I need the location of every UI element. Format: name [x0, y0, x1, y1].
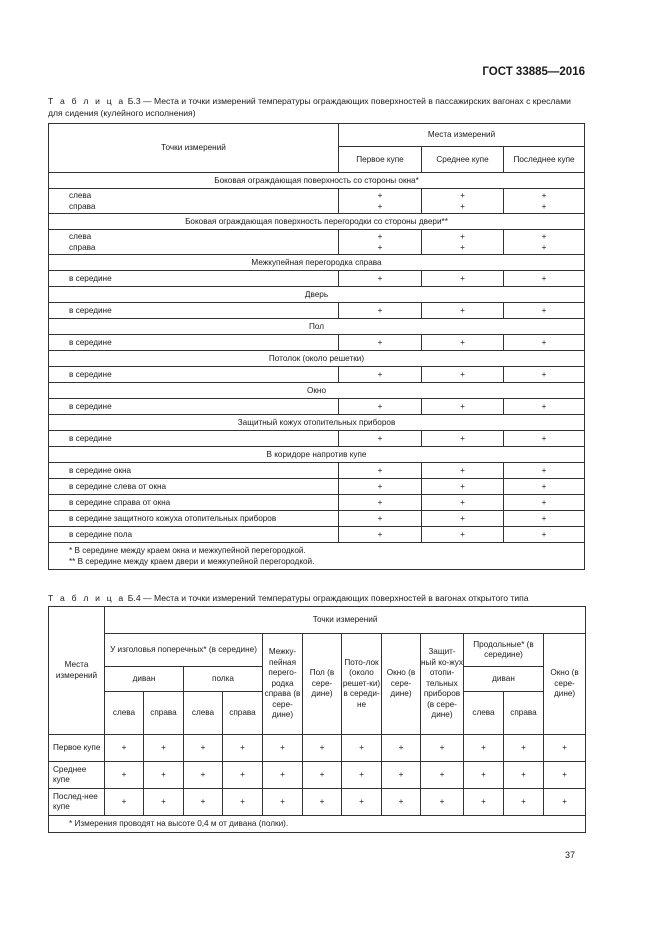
measure-cell: [422, 230, 504, 255]
plus-mark: +: [541, 191, 547, 200]
col-header-places: Места измерений: [339, 124, 585, 147]
plus-mark: +: [460, 191, 465, 200]
plus-mark: +: [105, 735, 144, 762]
row-label: в середине: [49, 431, 339, 447]
plus-mark: +: [339, 303, 422, 319]
plus-mark: +: [464, 789, 504, 816]
page-number: 37: [565, 850, 576, 860]
col-header-points: Точки измерений: [105, 607, 586, 634]
section-title: Пол: [49, 319, 585, 335]
plus-mark: +: [464, 735, 504, 762]
table-b3: [48, 123, 585, 570]
plus-mark: +: [377, 243, 383, 252]
row-label: слева: [69, 232, 92, 241]
measure-cell: [504, 189, 585, 214]
col-header-floor: Пол (в сере-дине): [303, 634, 342, 735]
row-label: в середине окна: [49, 463, 339, 479]
plus-mark: +: [544, 789, 586, 816]
plus-mark: +: [421, 789, 464, 816]
col-header-shelf: полка: [184, 667, 263, 692]
row-label: Среднее купе: [49, 762, 105, 789]
row-label: в середине слева от окна: [49, 479, 339, 495]
table-b4: [48, 606, 586, 833]
plus-mark: +: [223, 762, 263, 789]
section-title: Окно: [49, 383, 585, 399]
col-header-right: справа: [223, 692, 263, 735]
plus-mark: +: [460, 232, 465, 241]
plus-mark: +: [422, 463, 504, 479]
standard-number: ГОСТ 33885—2016: [482, 66, 585, 78]
plus-mark: +: [504, 735, 544, 762]
footnote: * Измерения проводят на высоте 0,4 м от дивана (полки).: [49, 816, 586, 833]
plus-mark: +: [422, 367, 504, 383]
plus-mark: +: [339, 399, 422, 415]
plus-mark: +: [504, 271, 585, 287]
row-label: в середине: [49, 303, 339, 319]
row-label: в середине защитного кожуха отопительных приборов: [49, 511, 339, 527]
measure-cell: [504, 230, 585, 255]
section-title: Боковая ограждающая поверхность со стороны окна*: [49, 173, 585, 189]
plus-mark: +: [342, 735, 382, 762]
plus-mark: +: [303, 735, 342, 762]
col-header-long: Продольные* (в середине): [464, 634, 544, 667]
col-header-right: справа: [144, 692, 184, 735]
row-label: в середине пола: [49, 527, 339, 543]
plus-mark: +: [504, 762, 544, 789]
plus-mark: +: [339, 527, 422, 543]
plus-mark: +: [339, 335, 422, 351]
plus-mark: +: [541, 243, 547, 252]
table3-caption: Т а б л и ц а Б.3 — Места и точки измерений температуры ограждающих поверхностей в пассажирских вагонах с креслами для сидения (кулейного исполнения): [48, 96, 571, 118]
plus-mark: +: [544, 762, 586, 789]
plus-mark: +: [504, 495, 585, 511]
footnote: ** В середине между краем двери и межкупейной перегородкой.: [69, 557, 315, 566]
plus-mark: +: [339, 367, 422, 383]
plus-mark: +: [377, 232, 383, 241]
plus-mark: +: [144, 735, 184, 762]
plus-mark: +: [422, 511, 504, 527]
plus-mark: +: [382, 735, 421, 762]
col-header-cover: Защит-ный ко-жух отопи-тельных приборов (в сере-дине): [421, 634, 464, 735]
plus-mark: +: [339, 431, 422, 447]
plus-mark: +: [464, 762, 504, 789]
plus-mark: +: [339, 479, 422, 495]
measure-cell: [422, 189, 504, 214]
plus-mark: +: [184, 789, 223, 816]
col-header-left: слева: [105, 692, 144, 735]
plus-mark: +: [339, 463, 422, 479]
section-title: Дверь: [49, 287, 585, 303]
plus-mark: +: [422, 335, 504, 351]
plus-mark: +: [105, 762, 144, 789]
plus-mark: +: [422, 479, 504, 495]
plus-mark: +: [422, 303, 504, 319]
col-header-ceiling: Пото-лок (около решет-ки) в середи-не: [342, 634, 382, 735]
plus-mark: +: [184, 735, 223, 762]
col-header-sofa: диван: [105, 667, 184, 692]
section-title: В коридоре напротив купе: [49, 447, 585, 463]
plus-mark: +: [382, 789, 421, 816]
plus-mark: +: [422, 271, 504, 287]
row-label: в середине справа от окна: [49, 495, 339, 511]
plus-mark: +: [303, 762, 342, 789]
section-title: Боковая ограждающая поверхность перегородки со стороны двери**: [49, 214, 585, 230]
row-label: в середине: [49, 367, 339, 383]
plus-mark: +: [263, 735, 303, 762]
col-header-cross: У изголовья поперечных* (в середине): [105, 634, 263, 667]
col-header-window2: Окно (в сере-дине): [544, 634, 586, 735]
plus-mark: +: [105, 789, 144, 816]
plus-mark: +: [422, 527, 504, 543]
plus-mark: +: [342, 762, 382, 789]
table4-caption: Т а б л и ц а Б.4 — Места и точки измерений температуры ограждающих поверхностей в вагонах открытого типа: [48, 593, 529, 603]
plus-mark: +: [504, 479, 585, 495]
plus-mark: +: [223, 735, 263, 762]
col-header-last: Последнее купе: [504, 147, 585, 173]
col-header-left: слева: [464, 692, 504, 735]
plus-mark: +: [303, 789, 342, 816]
col-header-places: Места измерений: [49, 607, 105, 735]
measure-cell: [339, 189, 422, 214]
plus-mark: +: [504, 527, 585, 543]
plus-mark: +: [144, 762, 184, 789]
row-label: Послед-нее купе: [49, 789, 105, 816]
plus-mark: +: [382, 762, 421, 789]
plus-mark: +: [223, 789, 263, 816]
section-title: Межкупейная перегородка справа: [49, 255, 585, 271]
plus-mark: +: [263, 762, 303, 789]
row-label: справа: [69, 202, 96, 211]
col-header-left: слева: [184, 692, 223, 735]
row-label: в середине: [49, 399, 339, 415]
row-label: в середине: [49, 271, 339, 287]
col-header-middle: Среднее купе: [422, 147, 504, 173]
plus-mark: +: [339, 495, 422, 511]
section-title: Защитный кожух отопительных приборов: [49, 415, 585, 431]
col-header-sofa2: диван: [464, 667, 544, 692]
plus-mark: +: [504, 789, 544, 816]
footnote: * В середине между краем окна и межкупейной перегородкой.: [69, 546, 306, 555]
plus-mark: +: [184, 762, 223, 789]
plus-mark: +: [144, 789, 184, 816]
plus-mark: +: [541, 232, 547, 241]
row-label: Первое купе: [49, 735, 105, 762]
plus-mark: +: [504, 431, 585, 447]
plus-mark: +: [504, 303, 585, 319]
plus-mark: +: [504, 367, 585, 383]
plus-mark: +: [422, 399, 504, 415]
col-header-right: справа: [504, 692, 544, 735]
plus-mark: +: [460, 202, 465, 211]
col-header-points: Точки измерений: [49, 124, 339, 173]
plus-mark: +: [460, 243, 465, 252]
measure-cell: [339, 230, 422, 255]
plus-mark: +: [377, 202, 383, 211]
plus-mark: +: [377, 191, 383, 200]
row-labels: [49, 230, 339, 255]
col-header-partition: Межку-пейная перего-родка справа (в сере-дине): [263, 634, 303, 735]
plus-mark: +: [544, 735, 586, 762]
plus-mark: +: [421, 762, 464, 789]
plus-mark: +: [422, 495, 504, 511]
plus-mark: +: [339, 511, 422, 527]
plus-mark: +: [504, 463, 585, 479]
plus-mark: +: [504, 511, 585, 527]
plus-mark: +: [504, 335, 585, 351]
plus-mark: +: [541, 202, 547, 211]
row-label: справа: [69, 243, 96, 252]
row-label: слева: [69, 191, 92, 200]
row-labels: [49, 189, 339, 214]
plus-mark: +: [421, 735, 464, 762]
plus-mark: +: [342, 789, 382, 816]
plus-mark: +: [504, 399, 585, 415]
plus-mark: +: [263, 789, 303, 816]
col-header-window: Окно (в сере-дине): [382, 634, 421, 735]
plus-mark: +: [422, 431, 504, 447]
footnotes: [49, 543, 585, 570]
col-header-first: Первое купе: [339, 147, 422, 173]
row-label: в середине: [49, 335, 339, 351]
section-title: Потолок (около решетки): [49, 351, 585, 367]
plus-mark: +: [339, 271, 422, 287]
